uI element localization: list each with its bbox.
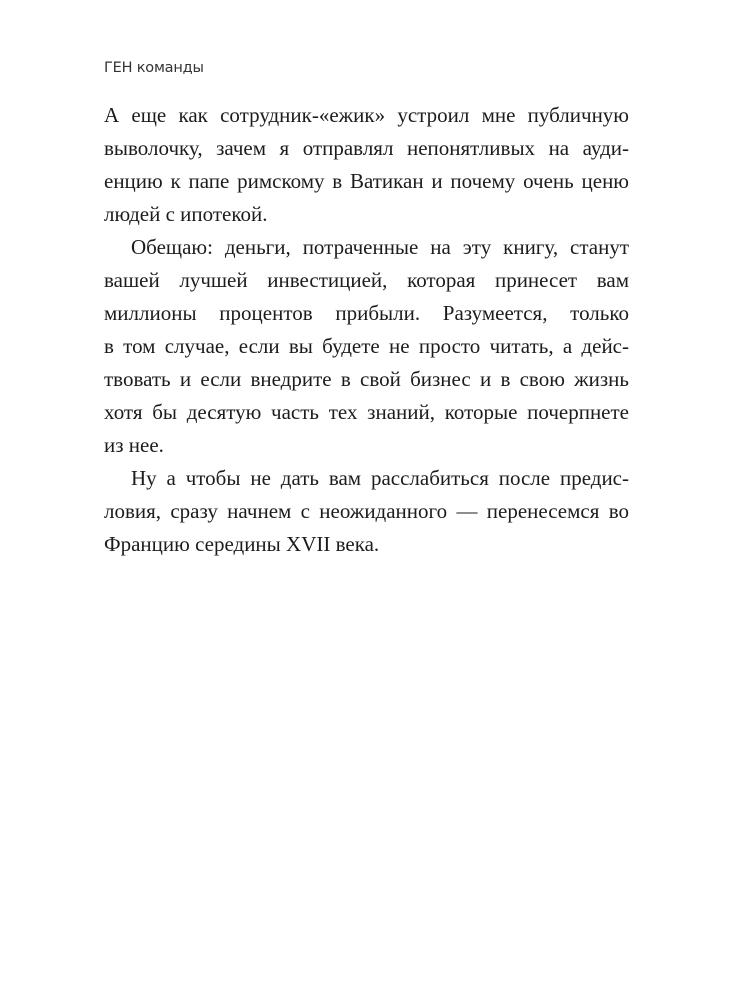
text-line: миллионы процентов прибыли. Разумеется, только [104,301,629,325]
paragraph [104,100,629,232]
text-line: выволочку, зачем я отправлял непонятливых на ауди- [104,136,629,160]
text-line: Францию середины XVII века. [104,532,380,556]
text-line: хотя бы десятую часть тех знаний, которые почерпнете [104,400,629,424]
text-line: Обещаю: деньги, потраченные на эту книгу, станут [131,235,629,259]
paragraph [104,232,629,463]
text-line: енцию к папе римскому в Ватикан и почему очень ценю [104,169,629,193]
running-header: ГЕН команды [104,60,204,76]
text-line: в том случае, если вы будете не просто читать, а дейс- [104,334,629,358]
text-line: Ну а чтобы не дать вам расслабиться после предис- [131,466,629,490]
text-line: ловия, сразу начнем с неожиданного — перенесемся во [104,499,629,523]
text-line: людей с ипотекой. [104,202,268,226]
text-line: из нее. [104,433,164,457]
text-line: твовать и если внедрите в свой бизнес и в свою жизнь [104,367,629,391]
paragraph [104,463,629,562]
text-line: А еще как сотрудник-«ежик» устроил мне публичную [104,103,629,127]
page-body [104,100,629,562]
text-line: вашей лучшей инвестицией, которая принесет вам [104,268,629,292]
